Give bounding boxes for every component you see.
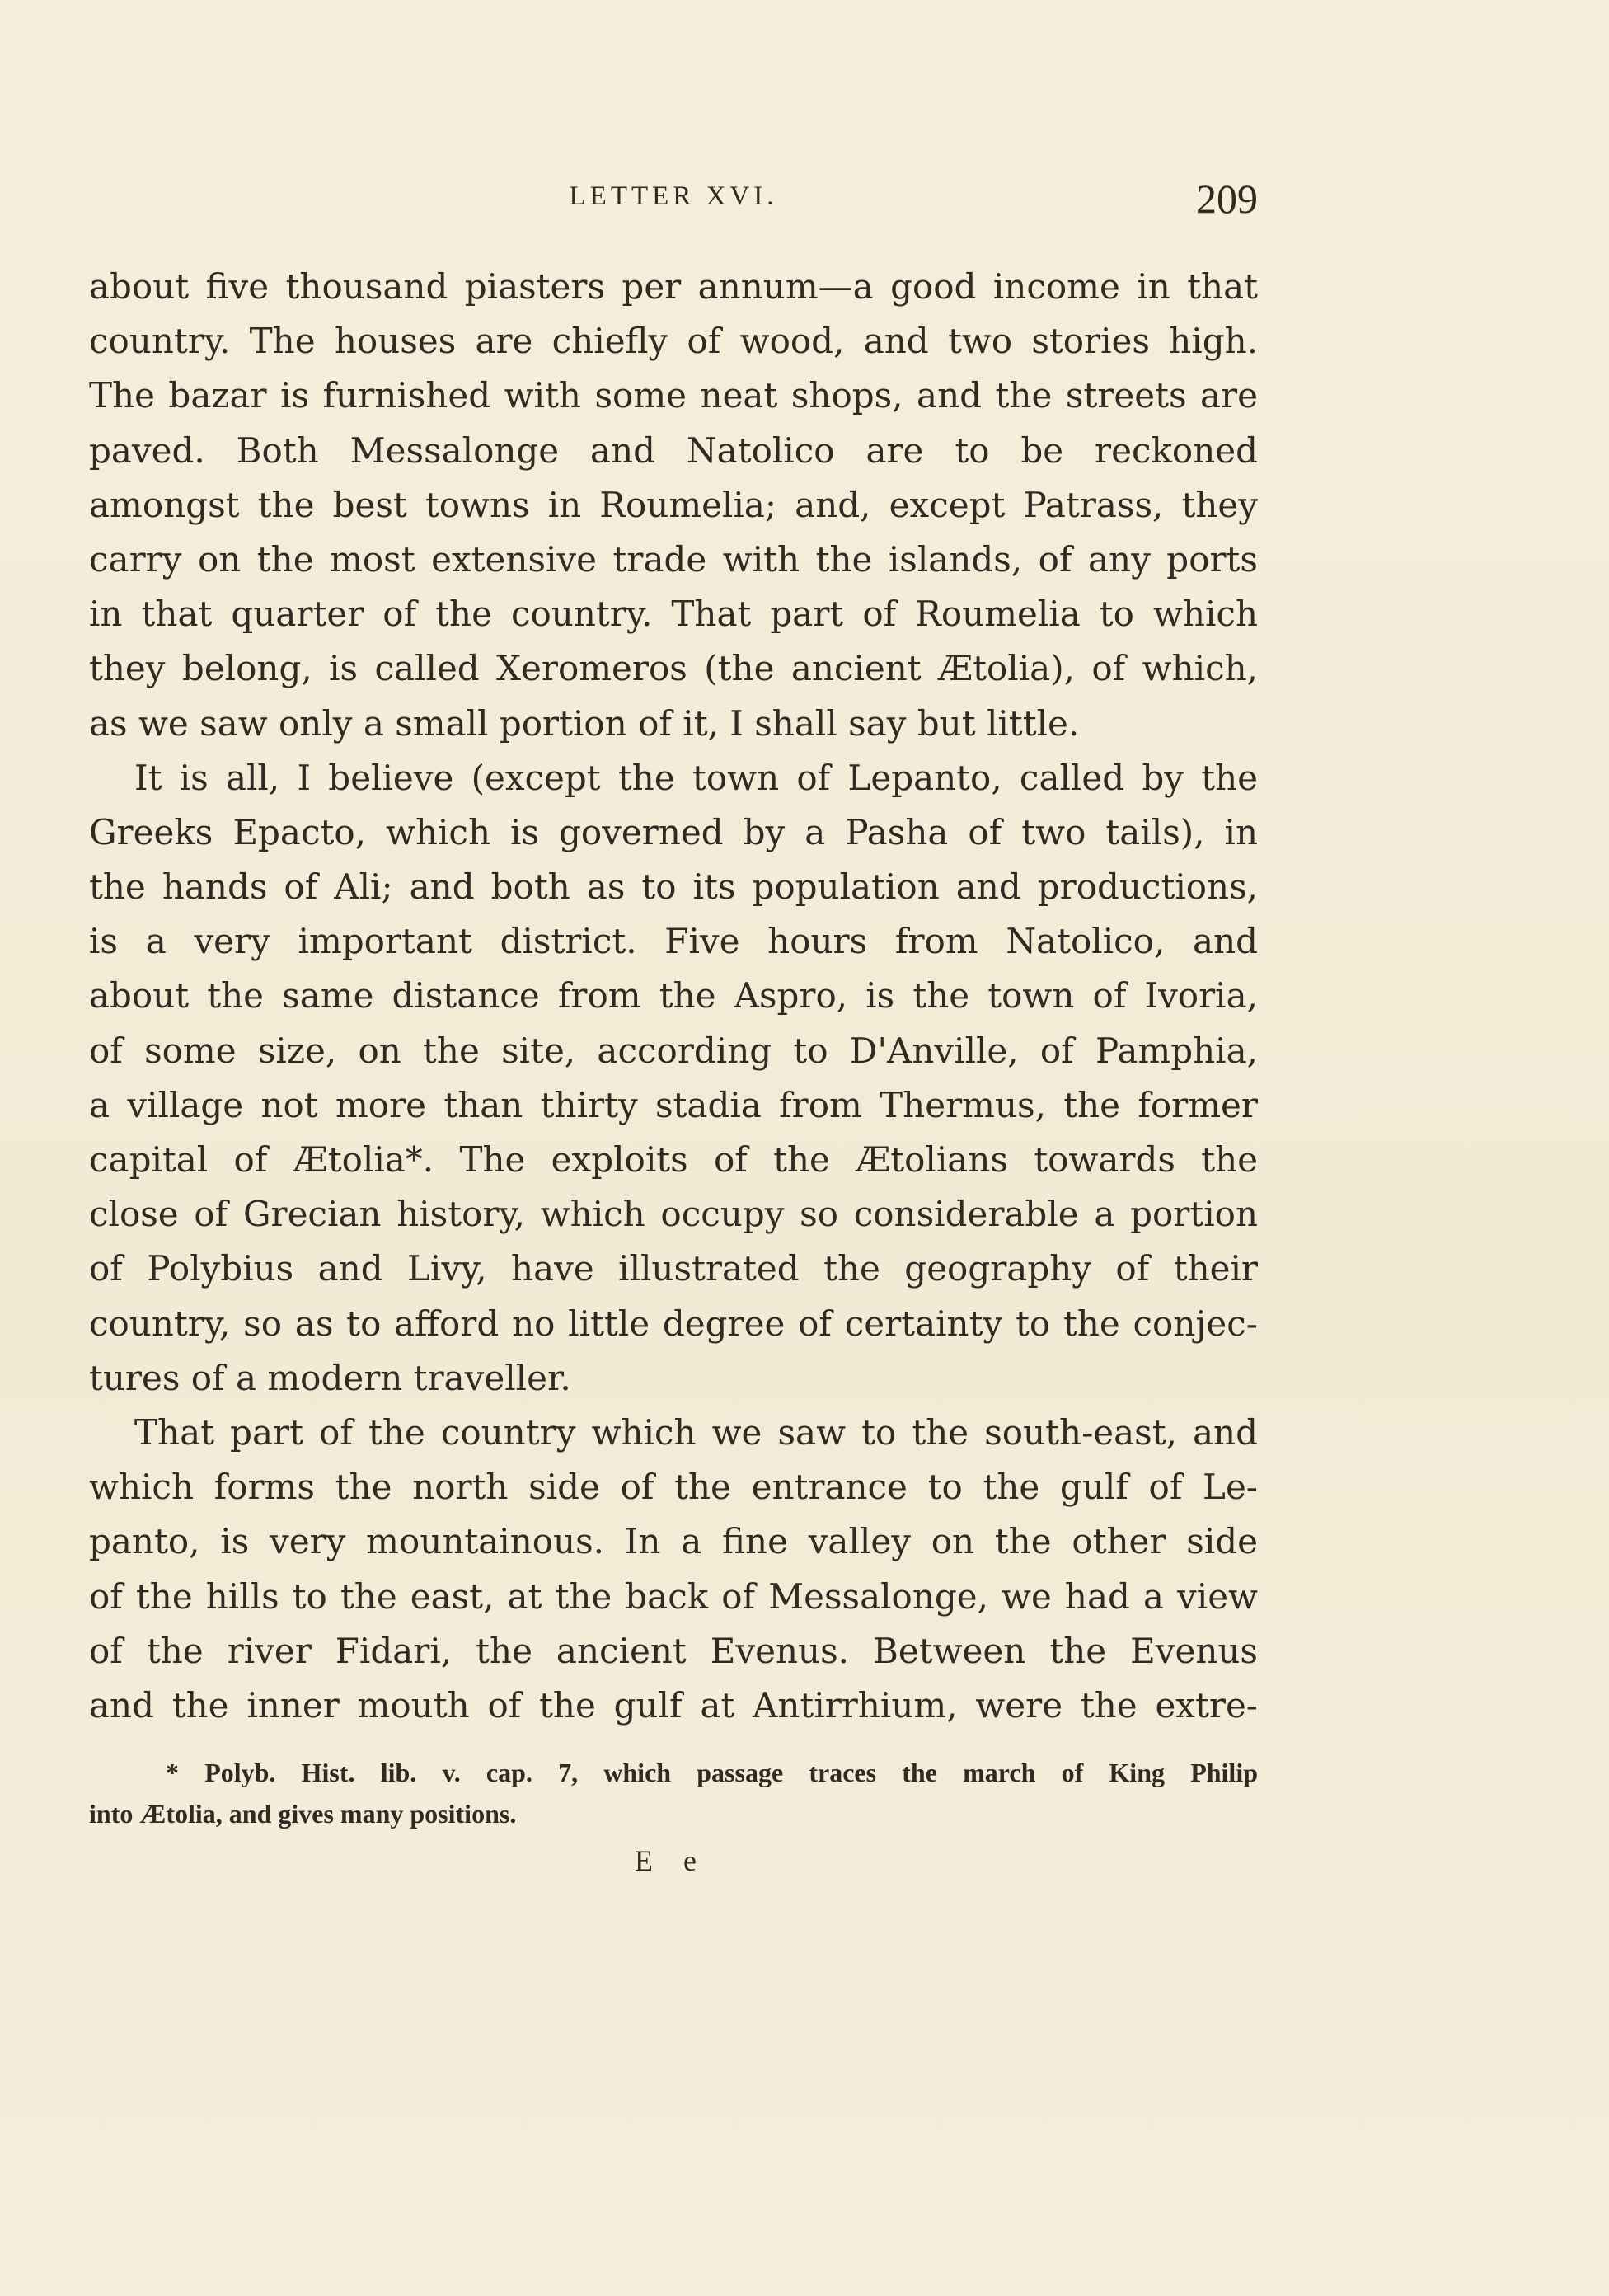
text-line: about five thousand piasters per annum—a good income in that bbox=[89, 266, 1258, 307]
text-line: of Polybius and Livy, have illustrated the geography of their bbox=[89, 1248, 1258, 1289]
text-line: the hands of Ali; and both as to its population and productions, bbox=[89, 866, 1258, 908]
paragraph-start-line: It is all, I believe (except the town of Lepanto, called by the bbox=[134, 757, 1258, 798]
running-title: LETTER XVI. bbox=[569, 181, 778, 211]
running-head bbox=[89, 175, 1258, 224]
footnote-line: * Polyb. Hist. lib. v. cap. 7, which passage traces the march of King Philip bbox=[166, 1758, 1258, 1787]
text-line: amongst the best towns in Roumelia; and, except Patrass, they bbox=[89, 484, 1258, 525]
text-line: a village not more than thirty stadia from Thermus, the former bbox=[89, 1084, 1258, 1125]
text-line: is a very important district. Five hours from Natolico, and bbox=[89, 921, 1258, 962]
text-line: of some size, on the site, according to D'Anville, of Pamphia, bbox=[89, 1030, 1258, 1071]
text-line: capital of Ætolia*. The exploits of the Ætolians towards the bbox=[89, 1139, 1258, 1180]
footnote bbox=[89, 1752, 1258, 1834]
text-line: country, so as to afford no little degree of certainty to the conjec- bbox=[89, 1303, 1258, 1344]
body-text bbox=[89, 260, 1258, 1733]
text-line: about the same distance from the Aspro, is the town of Ivoria, bbox=[89, 975, 1258, 1017]
footnote-line: into Ætolia, and gives many positions. bbox=[89, 1799, 517, 1829]
text-line: and the inner mouth of the gulf at Antirrhium, were the extre- bbox=[89, 1684, 1258, 1726]
text-line: as we saw only a small portion of it, I shall say but little. bbox=[89, 702, 1080, 744]
signature-mark: E e bbox=[635, 1844, 708, 1877]
text-line: of the river Fidari, the ancient Evenus. Between the Evenus bbox=[89, 1630, 1258, 1671]
text-line: Greeks Epacto, which is governed by a Pasha of two tails), in bbox=[89, 811, 1258, 852]
text-line: which forms the north side of the entrance to the gulf of Le- bbox=[89, 1467, 1258, 1508]
page-number: 209 bbox=[1196, 176, 1258, 222]
text-line: panto, is very mountainous. In a fine valley on the other side bbox=[89, 1521, 1258, 1562]
text-line: carry on the most extensive trade with the islands, of any ports bbox=[89, 538, 1258, 580]
text-line: paved. Both Messalonge and Natolico are to be reckoned bbox=[89, 430, 1258, 471]
text-line: The bazar is furnished with some neat shops, and the streets are bbox=[89, 375, 1258, 416]
text-line: close of Grecian history, which occupy so considerable a portion bbox=[89, 1194, 1258, 1235]
paragraph-start-line: That part of the country which we saw to the south-east, and bbox=[134, 1411, 1258, 1453]
text-line: in that quarter of the country. That part of Roumelia to which bbox=[89, 594, 1258, 635]
text-line: they belong, is called Xeromeros (the ancient Ætolia), of which, bbox=[89, 648, 1258, 689]
text-line: of the hills to the east, at the back of Messalonge, we had a view bbox=[89, 1575, 1258, 1617]
text-line: tures of a modern traveller. bbox=[89, 1357, 571, 1398]
text-line: country. The houses are chiefly of wood, and two stories high. bbox=[89, 321, 1258, 362]
